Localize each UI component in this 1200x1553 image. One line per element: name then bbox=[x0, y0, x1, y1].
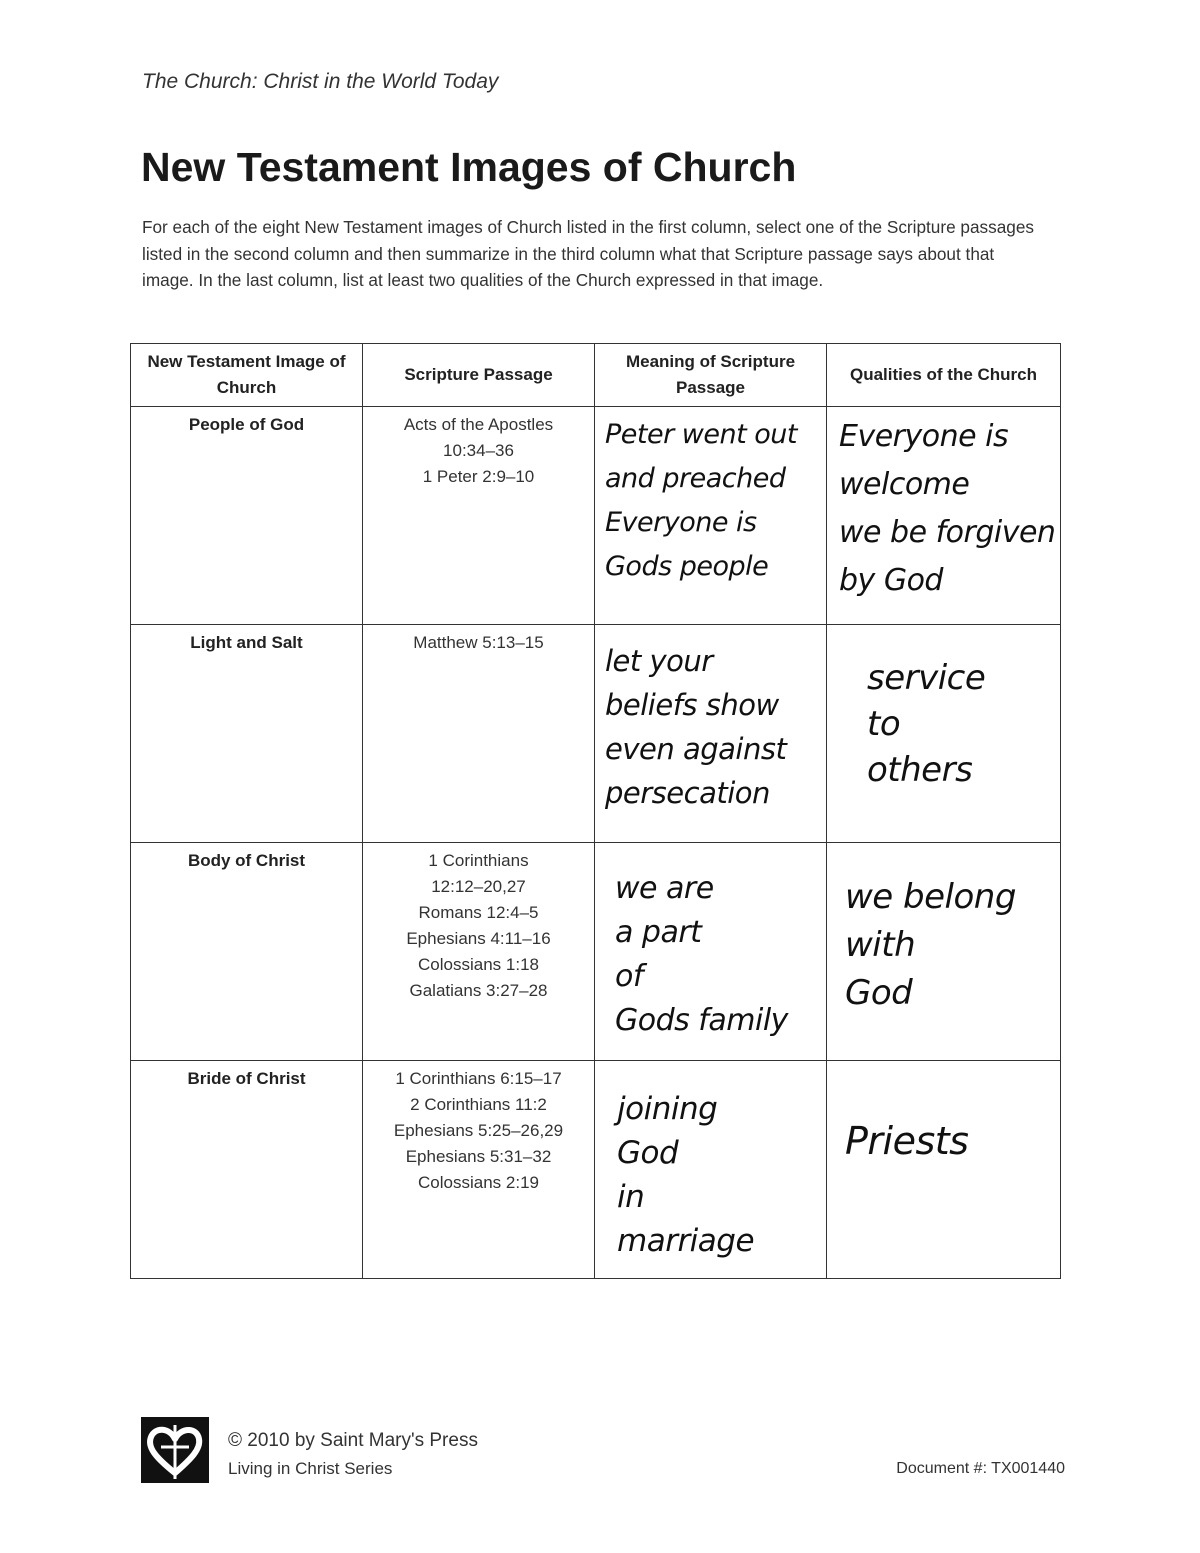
column-header-meaning: Meaning of Scripture Passage bbox=[595, 344, 827, 407]
meaning-cell[interactable] bbox=[595, 843, 827, 1061]
passage-cell bbox=[363, 1061, 595, 1279]
passage-cell bbox=[363, 407, 595, 625]
document-number: Document #: TX001440 bbox=[896, 1460, 1065, 1477]
series-title: The Church: Christ in the World Today bbox=[142, 70, 499, 93]
image-name: Body of Christ bbox=[187, 851, 306, 870]
handwritten-meaning: joining God in marriage bbox=[617, 1091, 755, 1259]
meaning-cell[interactable] bbox=[595, 1061, 827, 1279]
scripture-passages: Acts of the Apostles 10:34–36 1 Peter 2:9–10 bbox=[403, 415, 554, 486]
handwritten-qualities: Everyone is welcome we be forgiven by God bbox=[839, 419, 1056, 598]
handwritten-meaning: Peter went out and preached Everyone is Gods people bbox=[605, 419, 797, 582]
image-name: Light and Salt bbox=[190, 633, 303, 652]
qualities-cell[interactable] bbox=[827, 407, 1061, 625]
image-name: People of God bbox=[188, 415, 305, 434]
copyright: © 2010 by Saint Mary's Press bbox=[228, 1430, 478, 1451]
worksheet-table bbox=[130, 343, 1061, 1279]
series-name: Living in Christ Series bbox=[228, 1459, 393, 1478]
handwritten-meaning: let your beliefs show even against persecation bbox=[605, 644, 787, 810]
image-cell bbox=[131, 1061, 363, 1279]
column-header-image: New Testament Image of Church bbox=[131, 344, 363, 407]
image-cell bbox=[131, 407, 363, 625]
meaning-cell[interactable] bbox=[595, 407, 827, 625]
meaning-cell[interactable] bbox=[595, 625, 827, 843]
image-cell bbox=[131, 843, 363, 1061]
image-cell bbox=[131, 625, 363, 843]
qualities-cell[interactable] bbox=[827, 843, 1061, 1061]
scripture-passages: 1 Corinthians 6:15–17 2 Corinthians 11:2 Ephesians 5:25–26,29 Ephesians 5:31–32 Colossians 2:19 bbox=[393, 1069, 564, 1192]
handwritten-qualities: Priests bbox=[845, 1119, 969, 1163]
scripture-passages: 1 Corinthians 12:12–20,27 Romans 12:4–5 Ephesians 4:11–16 Colossians 1:18 Galatians 3:27–28 bbox=[406, 851, 551, 1000]
column-header-qualities: Qualities of the Church bbox=[827, 344, 1061, 407]
passage-cell bbox=[363, 843, 595, 1061]
qualities-cell[interactable] bbox=[827, 625, 1061, 843]
table-header-row bbox=[131, 344, 1061, 407]
scripture-passages: Matthew 5:13–15 bbox=[413, 633, 544, 652]
table-row bbox=[131, 843, 1061, 1061]
heart-logo-icon bbox=[141, 1417, 209, 1483]
handwritten-qualities: we belong with God bbox=[845, 877, 1016, 1013]
passage-cell bbox=[363, 625, 595, 843]
table-row bbox=[131, 625, 1061, 843]
table-row bbox=[131, 1061, 1061, 1279]
page-title: New Testament Images of Church bbox=[141, 144, 797, 190]
handwritten-meaning: we are a part of Gods family bbox=[615, 871, 788, 1038]
image-name: Bride of Christ bbox=[187, 1069, 306, 1088]
qualities-cell[interactable] bbox=[827, 1061, 1061, 1279]
handwritten-qualities: service to others bbox=[867, 658, 986, 790]
publisher-logo bbox=[141, 1417, 209, 1483]
column-header-passage: Scripture Passage bbox=[363, 344, 595, 407]
instructions: For each of the eight New Testament images of Church listed in the first column, select one of the Scripture passages listed in the second column and then summarize in the third column what that Scripture passage says about that image. In the last column, list at least two qualities of the Church expressed in that image. bbox=[142, 217, 1034, 290]
table-row bbox=[131, 407, 1061, 625]
